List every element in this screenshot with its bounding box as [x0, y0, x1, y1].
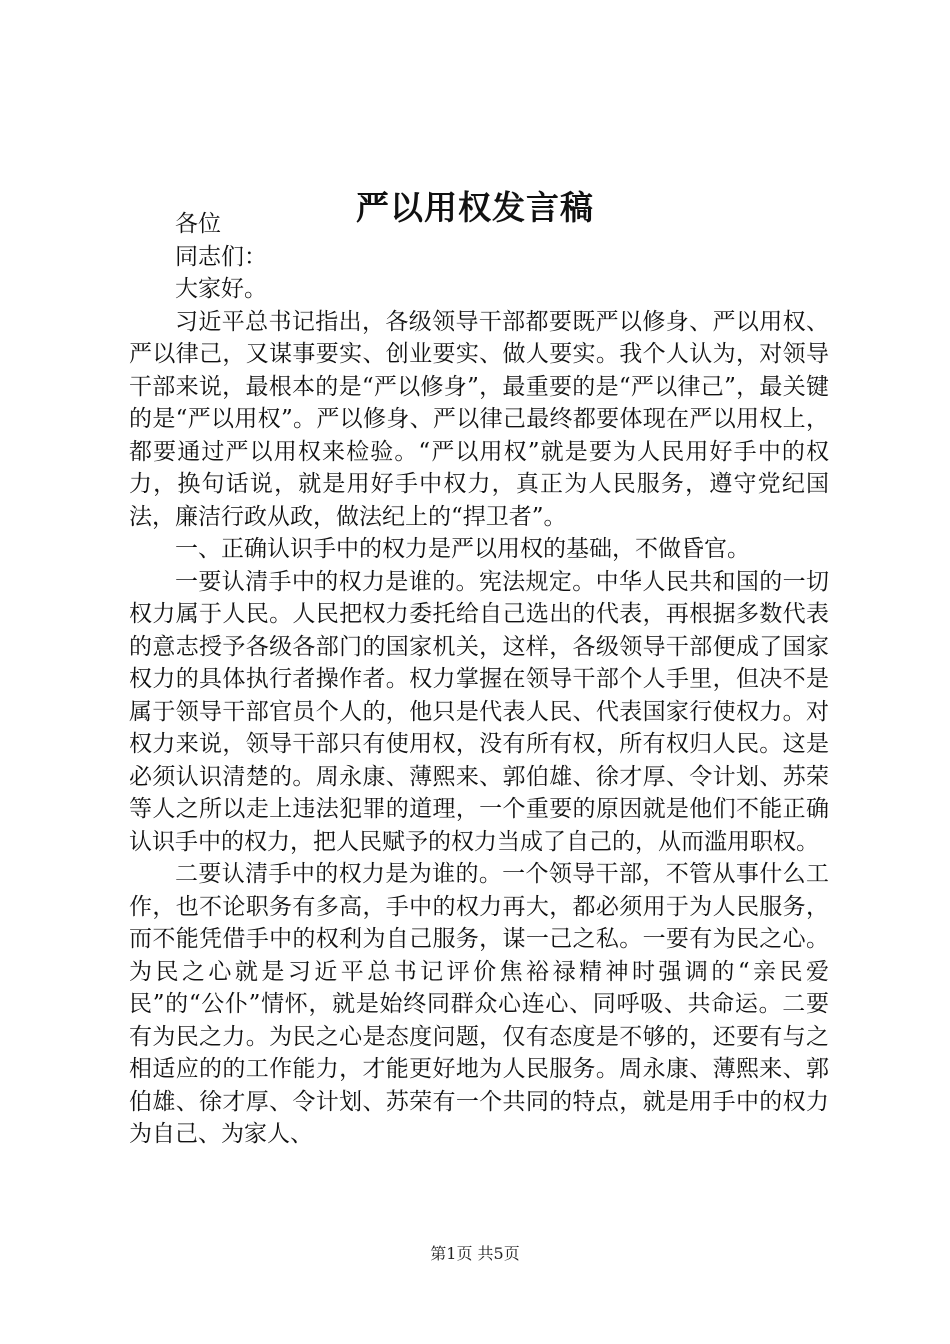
salutation-line: 各位	[175, 211, 221, 237]
body-paragraph: 一要认清手中的权力是谁的。宪法规定。中华人民共和国的一切权力属于人民。人民把权力委托给自己选出的代表，再根据多数代表的意志授予各级各部门的国家机关，这样，各级领导干部便成了国家权力的具体执行者操作者。权力掌握在领导干部个人手里，但决不是属于领导干部官员个人的，他只是代表人民、代表国家行使权力。对权力来说，领导干部只有使用权，没有所有权，所有权归人民。这是必须认识清楚的。周永康、薄熙来、郭伯雄、徐才厚、令计划、苏荣等人之所以走上违法犯罪的道理，一个重要的原因就是他们不能正确认识手中的权力，把人民赋予的权力当成了自己的，从而滥用职权。	[129, 568, 829, 855]
section-heading: 一、正确认识手中的权力是严以用权的基础，不做昏官。	[175, 536, 750, 562]
body-paragraph: 二要认清手中的权力是为谁的。一个领导干部，不管从事什么工作，也不论职务有多高，手中的权力再大，都必须用于为人民服务，而不能凭借手中的权利为自己服务，谋一己之私。一要有为民之心。为民之心就是习近平总书记评价焦裕禄精神时强调的“亲民爱民”的“公仆”情怀，就是始终同群众心连心、同呼吸、共命运。二要有为民之力。为民之心是态度问题，仅有态度是不够的，还要有与之相适应的的工作能力，才能更好地为人民服务。周永康、薄熙来、郭伯雄、徐才厚、令计划、苏荣有一个共同的特点，就是用手中的权力为自己、为家人、	[129, 861, 829, 1147]
body-paragraph: 习近平总书记指出，各级领导干部都要既严以修身、严以用权、严以律己，又谋事要实、创业要实、做人要实。我个人认为，对领导干部来说，最根本的是“严以修身”，最重要的是“严以律己”，最关键的是“严以用权”。严以修身、严以律己最终都要体现在严以用权上，都要通过严以用权来检验。“严以用权”就是要为人民用好手中的权力，换句话说，就是用好手中权力，真正为人民服务，遵守党纪国法，廉洁行政从政，做法纪上的“捍卫者”。	[129, 308, 829, 530]
document-body	[129, 208, 829, 1151]
page-footer: 第1页 共5页	[430, 1244, 520, 1263]
greeting-line: 大家好。	[175, 276, 267, 302]
salutation-line: 同志们：	[175, 243, 267, 270]
document-title: 严以用权发言稿	[356, 188, 594, 227]
